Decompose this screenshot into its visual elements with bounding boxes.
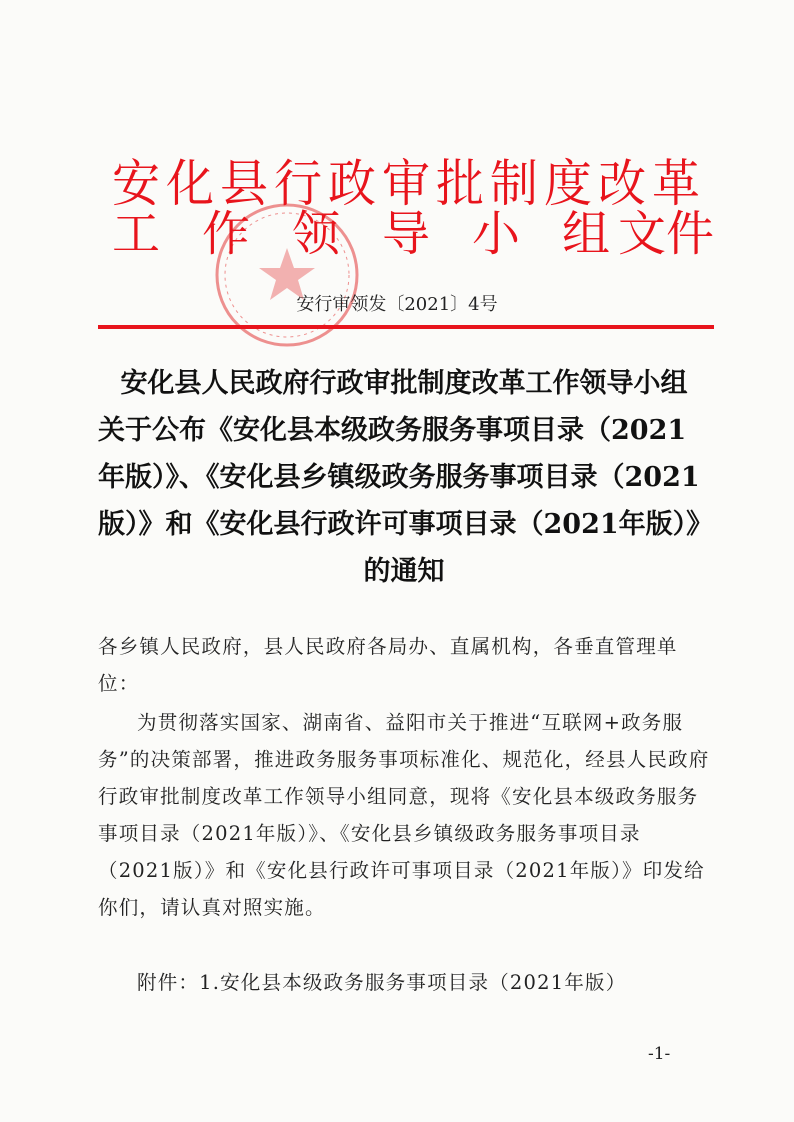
attachment-line: 附件：1.安化县本级政务服务事项目录（2021年版）	[137, 971, 627, 994]
title-line: 版）》和《安化县行政许可事项目录（2021年版）》	[98, 509, 714, 540]
issuer-header-line2	[112, 195, 715, 262]
header-char: 小	[472, 206, 521, 262]
page-number: -1-	[648, 1044, 671, 1064]
title-line: 安化县人民政府行政审批制度改革工作领导小组	[120, 368, 688, 399]
issuer-header-line1: 安化县行政审批制度改革	[112, 154, 707, 214]
header-char-wenjian: 文件	[618, 206, 715, 262]
addressee: 各乡镇人民政府，县人民政府各局办、直属机构，各垂直管理单位：	[98, 635, 678, 695]
header-char: 工	[112, 206, 161, 262]
title-line: 关于公布《安化县本级政务服务事项目录（2021	[98, 415, 687, 446]
header-char: 作	[202, 206, 251, 262]
title-line: 年版）》、《安化县乡镇级政务服务事项目录（2021	[98, 462, 700, 493]
title-line: 的通知	[363, 556, 445, 587]
header-char: 导	[382, 206, 431, 262]
header-char: 领	[292, 206, 341, 262]
header-divider	[98, 325, 714, 329]
document-title	[98, 360, 714, 595]
document-number: 安行审领发〔2021〕4号	[296, 294, 498, 315]
body-paragraph: 为贯彻落实国家、湖南省、益阳市关于推进“互联网+政务服务”的决策部署，推进政务服务事项标准化、规范化，经县人民政府行政审批制度改革工作领导小组同意，现将《安化县本级政务服务事项目录（2021年版）》、《安化县乡镇级政务服务事项目录（2021版）》和《安化县行政许可事项目录（2021年版）》印发给你们，请认真对照实施。	[98, 711, 710, 919]
header-char: 组	[562, 206, 611, 262]
